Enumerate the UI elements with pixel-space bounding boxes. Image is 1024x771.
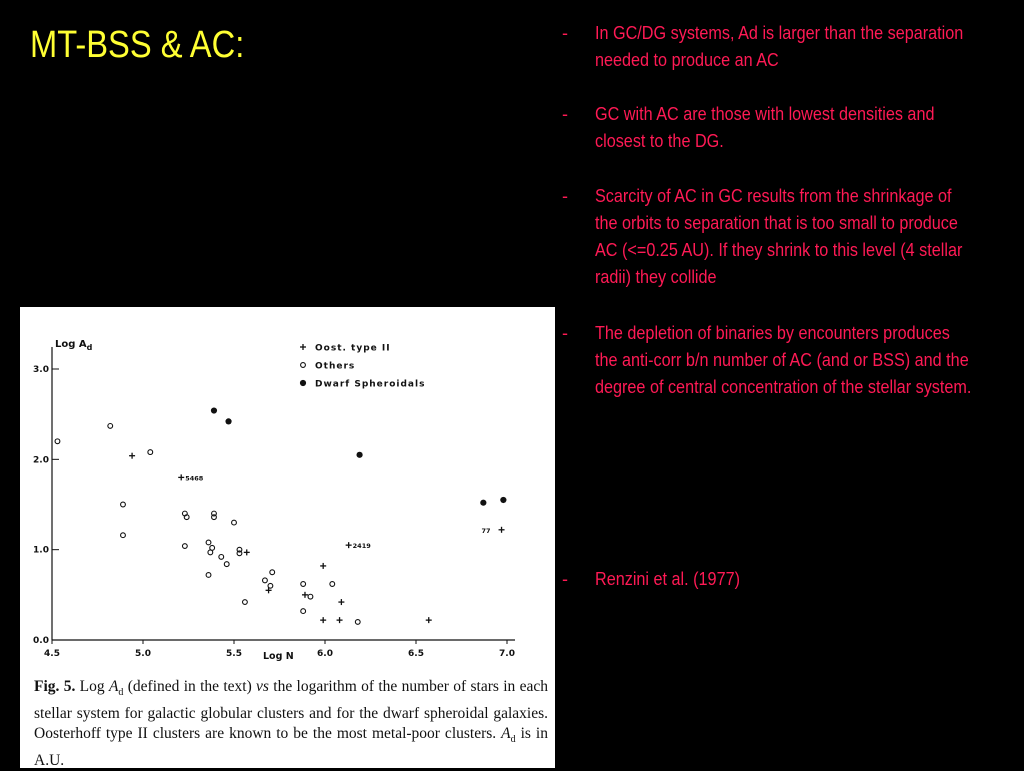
caption-ad-2: A [501, 725, 511, 743]
x-tick-label: 5.5 [226, 649, 242, 659]
legend-marker [300, 380, 306, 386]
data-point [301, 609, 306, 614]
data-point [308, 594, 313, 599]
slide-title: MT-BSS & AC: [30, 24, 245, 66]
legend-label: Dwarf Spheroidals [315, 379, 426, 390]
bullet-marker: - [562, 186, 568, 206]
caption-part3: the logarithm of the number of stars in each stellar system for galactic globular clusters and for the dwarf spheroidal galaxies. Oosterhoff type II clusters are known to be the most metal-poor clusters. [34, 678, 548, 743]
data-point [178, 474, 184, 480]
x-tick-label: 6.0 [317, 649, 333, 659]
legend-marker [300, 344, 306, 350]
caption-ad: A [108, 678, 119, 695]
data-point [121, 502, 126, 507]
legend-marker [301, 363, 306, 368]
data-point [302, 592, 308, 598]
data-point [263, 578, 268, 583]
figure-panel [20, 307, 555, 768]
data-point [210, 545, 215, 550]
data-point [320, 617, 326, 623]
x-tick-label: 6.5 [408, 649, 424, 659]
point-annotation: 2419 [352, 542, 371, 551]
data-point [268, 583, 273, 588]
data-point [243, 600, 248, 605]
bullet-text: In GC/DG systems, Ad is larger than the separation needed to produce an AC [595, 23, 964, 70]
point-annotation: 77 [481, 526, 491, 535]
data-point [244, 549, 250, 555]
caption-ad-sub: d [118, 687, 124, 699]
data-point [480, 500, 486, 506]
bullet-marker: - [562, 23, 568, 43]
bullet-item [560, 183, 1016, 291]
x-tick-label: 4.5 [44, 649, 60, 659]
data-point [108, 424, 113, 429]
legend-label: Oost. type II [315, 343, 391, 354]
chart-marks [55, 407, 506, 624]
x-tick-label: 7.0 [499, 649, 515, 659]
bullet-item [560, 566, 1016, 593]
data-point [219, 554, 224, 559]
x-axis-label: Log N [263, 651, 294, 662]
bullet-marker: - [562, 323, 568, 343]
caption-vs: vs [256, 678, 269, 695]
legend-label: Others [315, 361, 356, 372]
bullet-text: Renzini et al. (1977) [595, 569, 740, 589]
y-axis-label-main: Log A [55, 339, 87, 350]
data-point [337, 617, 343, 623]
data-point [129, 453, 135, 459]
caption-ad-sub-2: d [510, 734, 516, 746]
bullet-item [560, 20, 1016, 74]
data-point [301, 582, 306, 587]
figure-caption [34, 677, 548, 771]
bullet-text: Scarcity of AC in GC results from the shrinkage of the orbits to separation that is too small to produce AC (<=0.25 AU). If they shrink to this level (4 stellar radii) they collide [595, 186, 963, 287]
y-axis-label [55, 339, 93, 352]
y-tick-label: 2.0 [33, 455, 49, 466]
caption-label: Fig. 5. [34, 678, 76, 695]
data-point [206, 540, 211, 545]
data-point [330, 582, 335, 587]
bullet-text: The depletion of binaries by encounters produces the anti-corr b/n number of AC (and or BSS) and the degree of central concentration of the stellar system. [595, 323, 972, 397]
caption-part1: Log [75, 678, 109, 695]
y-tick-label: 3.0 [33, 365, 49, 375]
y-axis-label-sub: d [86, 343, 93, 352]
bullet-marker: - [562, 569, 568, 589]
chart-ticks [33, 365, 515, 659]
chart-axes [52, 347, 515, 640]
scatter-chart [20, 307, 555, 677]
data-point [356, 452, 362, 458]
point-annotation: 5468 [185, 474, 204, 483]
caption-part4: is in A.U. [34, 725, 548, 769]
data-point [211, 407, 217, 413]
chart-annotations [185, 474, 490, 550]
y-tick-label: 0.0 [33, 636, 49, 646]
data-point [148, 450, 153, 455]
bullet-marker: - [562, 104, 568, 124]
data-point [426, 617, 432, 623]
data-point [320, 563, 326, 569]
bullet-item [560, 101, 1016, 155]
data-point [225, 418, 231, 424]
data-point [338, 599, 344, 605]
data-point [121, 533, 126, 538]
bullet-text: GC with AC are those with lowest densities and closest to the DG. [595, 104, 935, 151]
data-point [55, 439, 60, 444]
data-point [232, 520, 237, 525]
data-point [270, 570, 275, 575]
data-point [206, 573, 211, 578]
data-point [224, 562, 229, 567]
y-tick-label: 1.0 [33, 545, 49, 556]
data-point [499, 527, 505, 533]
bullet-item [560, 320, 1016, 401]
x-tick-label: 5.0 [135, 649, 151, 659]
caption-part2: (defined in the text) [123, 678, 257, 695]
data-point [355, 620, 360, 625]
data-point [500, 497, 506, 503]
chart-legend [300, 344, 426, 390]
data-point [346, 542, 352, 548]
data-point [182, 544, 187, 549]
